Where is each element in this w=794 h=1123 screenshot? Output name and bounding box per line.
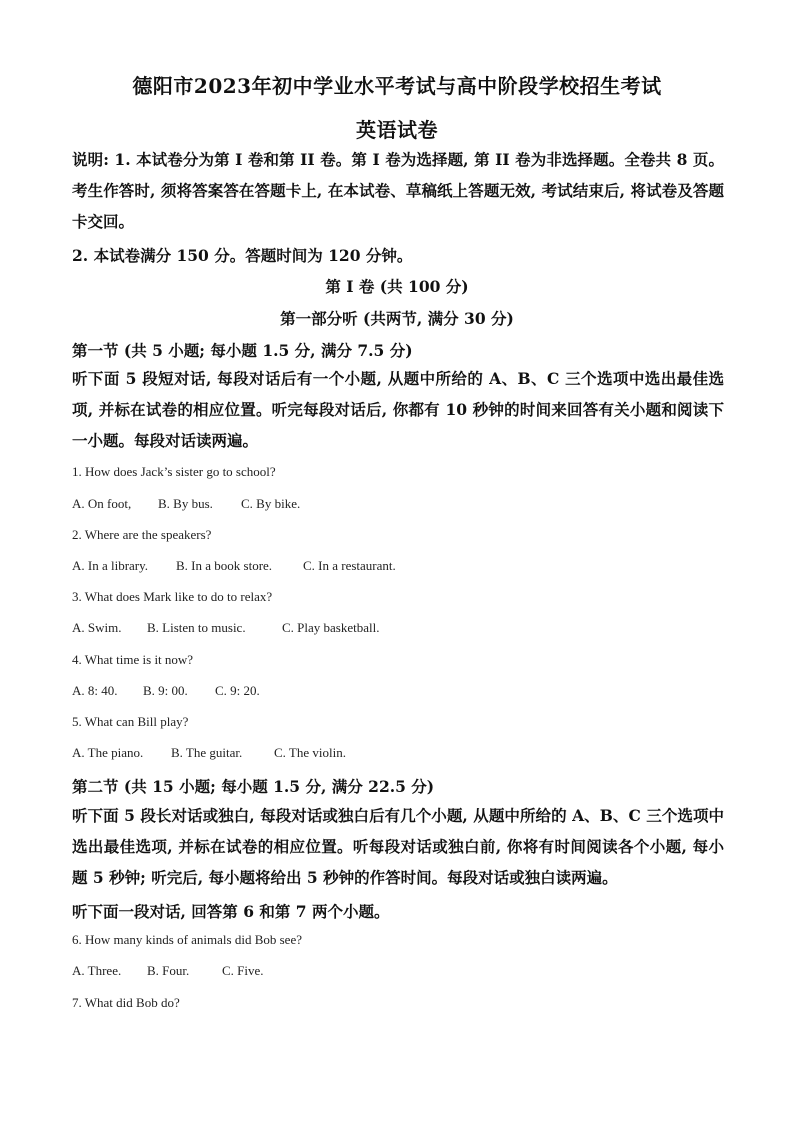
question-options: [72, 558, 724, 574]
option-a: A. Three.: [72, 963, 122, 978]
question-stem: 3. What does Mark like to do to relax?: [72, 589, 273, 604]
question-stem: 5. What can Bill play?: [72, 714, 189, 729]
option-b: B. In a book store.: [176, 558, 273, 573]
volume1-heading: 第 I 卷 (共 100 分): [325, 277, 469, 296]
option-a: A. Swim.: [72, 620, 122, 635]
question-stem: 6. How many kinds of animals did Bob see?: [72, 932, 302, 947]
question-stem: 2. Where are the speakers?: [72, 527, 212, 542]
option-a: A. 8: 40.: [72, 683, 118, 698]
question-stem: 1. How does Jack’s sister go to school?: [72, 464, 276, 479]
option-c: C. 9: 20.: [215, 683, 260, 698]
section2-heading: 第二节 (共 15 小题; 每小题 1.5 分, 满分 22.5 分): [72, 777, 435, 796]
question-options: [72, 620, 724, 636]
section1-directions: 听下面 5 段短对话, 每段对话后有一个小题, 从题中所给的 A、B、C 三个选项中选出最佳选项, 并标在试卷的相应位置。听完每段对话后, 你都有 10 秒钟的时间来回答有关小题和阅读下一小题。每段对话读两遍。: [72, 369, 724, 450]
instructions-note-1: 说明: 1. 本试卷分为第 I 卷和第 II 卷。第 I 卷为选择题, 第 II 卷为非选择题。全卷共 8 页。考生作答时, 须将答案答在答题卡上, 在本试卷、草稿纸上答题无效, 考试结束后, 将试卷及答题卡交回。: [72, 150, 724, 231]
question-stem: 7. What did Bob do?: [72, 995, 180, 1010]
part1-heading: 第一部分听 (共两节, 满分 30 分): [280, 309, 514, 328]
option-b: B. Four.: [147, 963, 190, 978]
option-c: C. In a restaurant.: [303, 558, 396, 573]
option-a: A. The piano.: [72, 745, 144, 760]
section1-heading: 第一节 (共 5 小题; 每小题 1.5 分, 满分 7.5 分): [72, 341, 413, 360]
option-b: B. The guitar.: [171, 745, 243, 760]
exam-title: 德阳市2023年初中学业水平考试与高中阶段学校招生考试: [132, 74, 662, 98]
option-b: B. 9: 00.: [143, 683, 188, 698]
question-options: [72, 683, 724, 699]
question-options: [72, 963, 724, 979]
question-options: [72, 745, 724, 761]
option-c: C. By bike.: [241, 496, 301, 511]
option-b: B. Listen to music.: [147, 620, 246, 635]
instructions-note-2: 2. 本试卷满分 150 分。答题时间为 120 分钟。: [72, 246, 413, 265]
section2-sub-directions: 听下面一段对话, 回答第 6 和第 7 两个小题。: [72, 902, 390, 921]
question-options: [72, 496, 724, 512]
question-stem: 4. What time is it now?: [72, 652, 194, 667]
option-a: A. In a library.: [72, 558, 149, 573]
option-c: C. The violin.: [274, 745, 346, 760]
option-a: A. On foot,: [72, 496, 132, 511]
option-c: C. Five.: [222, 963, 264, 978]
exam-subtitle: 英语试卷: [356, 118, 438, 142]
section2-directions: 听下面 5 段长对话或独白, 每段对话或独白后有几个小题, 从题中所给的 A、B、C 三个选项中选出最佳选项, 并标在试卷的相应位置。听每段对话或独白前, 你将有时间阅读各个小题, 每小题 5 秒钟; 听完后, 每小题将给出 5 秒钟的作答时间。每段对话或独白读两遍。: [72, 806, 724, 887]
option-b: B. By bus.: [158, 496, 213, 511]
option-c: C. Play basketball.: [282, 620, 380, 635]
